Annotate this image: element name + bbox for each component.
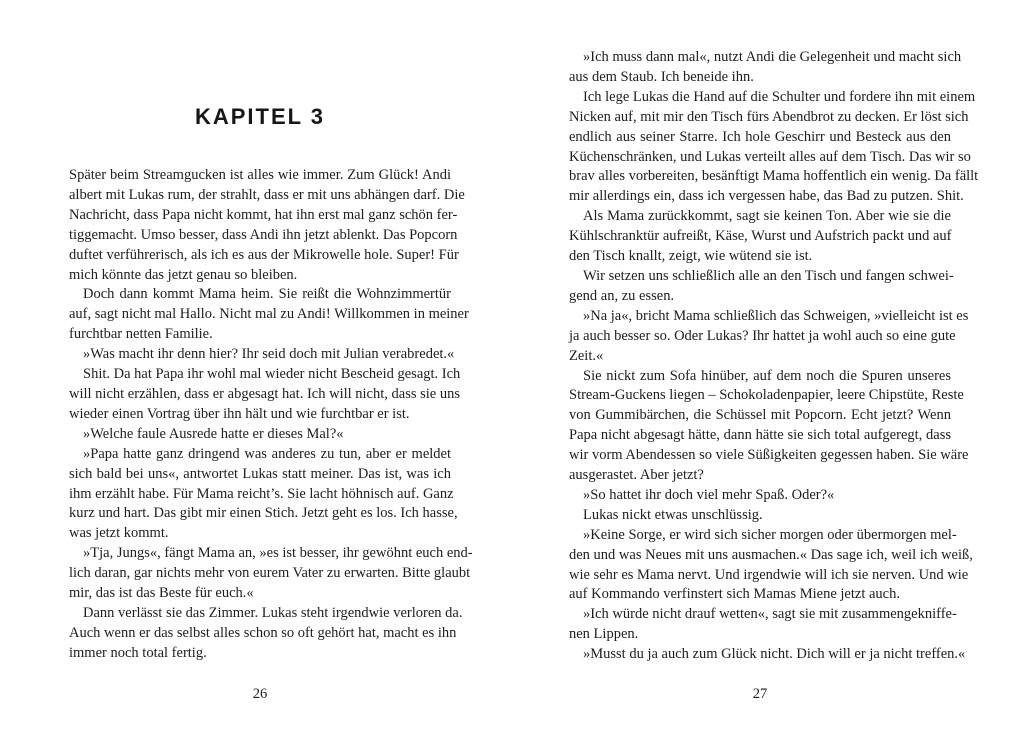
text-line: immer noch total fertig.: [69, 644, 207, 661]
text-line: Nicken auf, mit mir den Tisch fürs Abendbrot zu decken. Er löst sich: [569, 108, 969, 125]
right-page: [569, 0, 979, 739]
right-page-body: [569, 48, 979, 665]
left-page: [69, 0, 473, 739]
text-line: lich daran, gar nichts mehr von eurem Vater zu erwarten. Bitte glaubt: [69, 565, 471, 582]
text-line: »Na ja«, bricht Mama schließlich das Schweigen, »vielleicht ist es: [583, 307, 969, 324]
text-line: kurz und hart. Das gibt mir einen Stich. Jetzt geht es los. Ich hasse,: [69, 505, 458, 522]
text-line: brav alles vorbereiten, besänftigt Mama hoffentlich ein wenig. Da fällt: [569, 168, 979, 185]
text-line: mir allerdings ein, dass ich vergessen habe, das Bad zu putzen. Shit.: [569, 188, 964, 205]
text-line: duftet verführerisch, als ich es aus der Mikrowelle hole. Super! Für: [69, 246, 459, 263]
text-line: den Tisch knallt, zeigt, wie wütend sie ist.: [569, 248, 813, 265]
page-number-right: 27: [752, 686, 768, 702]
text-line: was jetzt kommt.: [69, 525, 169, 542]
chapter-title: KAPITEL 3: [194, 104, 326, 129]
text-line: sich bald bei uns«, antwortet Lukas statt meiner. Das ist, was ich: [69, 465, 451, 482]
text-line: auf, sagt nicht mal Hallo. Nicht mal zu Andi! Willkommen in meiner: [69, 306, 469, 323]
text-line: mir, das ist das Beste für euch.«: [69, 585, 254, 602]
text-line: den und was Neues mit uns ausmachen.« Das sage ich, weil ich weiß,: [569, 546, 973, 563]
text-line: nen Lippen.: [569, 626, 639, 643]
text-line: Lukas nickt etwas unschlüssig.: [583, 506, 763, 523]
text-line: wir vorm Abendessen so viele Süßigkeiten gegessen haben. Sie wäre: [569, 447, 969, 464]
text-line: »Was macht ihr denn hier? Ihr seid doch mit Julian verabredet.«: [83, 346, 455, 363]
text-line: »Ich muss dann mal«, nutzt Andi die Gelegenheit und macht sich: [583, 49, 962, 65]
page-number-left: 26: [252, 686, 268, 702]
text-line: furchtbar netten Familie.: [69, 326, 213, 343]
text-line: Sie nickt zum Sofa hinüber, auf dem noch die Spuren unseres: [583, 367, 951, 384]
text-line: »Musst du ja auch zum Glück nicht. Dich will er ja nicht treffen.«: [583, 646, 966, 663]
text-line: ausgerastet. Aber jetzt?: [569, 467, 704, 484]
text-line: »So hattet ihr doch viel mehr Spaß. Oder?«: [583, 486, 835, 503]
text-line: Doch dann kommt Mama heim. Sie reißt die Wohnzimmertür: [83, 286, 451, 303]
text-line: ja auch besser so. Oder Lukas? Ihr hattet ja wohl auch so eine gute: [569, 327, 956, 344]
text-line: Küchenschränken, und Lukas verteilt alles auf dem Tisch. Das wir so: [569, 148, 971, 165]
text-line: Stream-Guckens liegen – Schokoladenpapier, leere Chipstüte, Reste: [569, 387, 964, 404]
text-line: Auch wenn er das selbst alles schon so oft gehört hat, macht es ihn: [69, 624, 457, 641]
text-line: ihm erzählt habe. Für Mama reicht’s. Sie lacht höhnisch auf. Ganz: [69, 485, 454, 502]
text-line: Dann verlässt sie das Zimmer. Lukas steht irgendwie verloren da.: [83, 604, 463, 621]
text-line: wie sehr es Mama nervt. Und irgendwie will ich sie nerven. Und wie: [569, 566, 969, 583]
text-line: Ich lege Lukas die Hand auf die Schulter und fordere ihn mit einem: [583, 88, 976, 105]
text-line: »Ich würde nicht drauf wetten«, sagt sie mit zusammengekniffe-: [583, 606, 957, 623]
text-line: Kühlschranktür aufreißt, Käse, Wurst und Aufstrich packt und auf: [569, 228, 952, 245]
text-line: mich könnte das jetzt genau so bleiben.: [69, 266, 298, 283]
text-line: Zeit.«: [569, 347, 604, 364]
text-line: endlich aus seiner Starre. Ich hole Geschirr und Besteck aus den: [569, 128, 951, 145]
text-line: will nicht erzählen, dass er abgesagt hat. Ich will nicht, dass sie uns: [69, 385, 460, 402]
text-line: Papa nicht abgesagt hätte, dann hätte sie sich total aufgeregt, dass: [569, 427, 951, 444]
text-line: »Papa hatte ganz dringend was anderes zu tun, aber er meldet: [83, 445, 451, 462]
text-line: »Keine Sorge, er wird sich sicher morgen oder übermorgen mel-: [583, 526, 957, 543]
left-page-body: [69, 166, 473, 664]
text-line: »Welche faule Ausrede hatte er dieses Mal?«: [83, 425, 344, 442]
text-line: Als Mama zurückkommt, sagt sie keinen Ton. Aber wie sie die: [583, 208, 951, 225]
text-line: Wir setzen uns schließlich alle an den Tisch und fangen schwei-: [583, 267, 954, 284]
text-line: gend an, zu essen.: [569, 287, 675, 304]
text-line: tiggemacht. Umso besser, dass Andi ihn jetzt ablenkt. Das Popcorn: [69, 226, 458, 243]
text-line: Shit. Da hat Papa ihr wohl mal wieder nicht Bescheid gesagt. Ich: [83, 366, 461, 383]
text-line: Nachricht, dass Papa nicht kommt, hat ihn erst mal ganz schön fer-: [69, 206, 458, 223]
text-line: auf Kommando verfinstert sich Mamas Miene jetzt auch.: [569, 586, 900, 603]
text-line: wieder einen Vortrag über ihn hält und wie furchtbar er ist.: [69, 405, 410, 422]
text-line: aus dem Staub. Ich beneide ihn.: [569, 68, 754, 85]
text-line: von Gummibärchen, die Schüssel mit Popcorn. Echt jetzt? Wenn: [569, 407, 951, 424]
text-line: »Tja, Jungs«, fängt Mama an, »es ist besser, ihr gewöhnt euch end-: [83, 545, 473, 562]
text-line: Später beim Streamgucken ist alles wie immer. Zum Glück! Andi: [69, 167, 451, 183]
text-line: albert mit Lukas rum, der strahlt, dass er mit uns abhängen darf. Die: [69, 186, 465, 203]
